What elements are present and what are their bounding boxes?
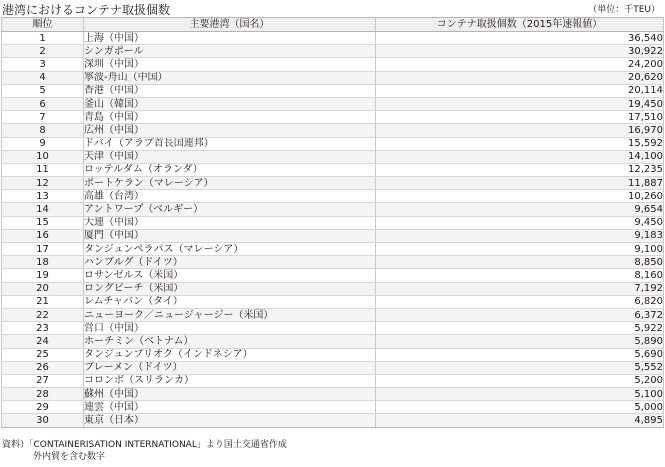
table-row <box>2 414 664 427</box>
table-row <box>2 335 664 348</box>
port-cell: ブレーメン（ドイツ） <box>84 361 376 374</box>
table-row <box>2 308 664 321</box>
rank-cell: 10 <box>2 150 84 163</box>
value-cell: 6,372 <box>376 308 664 321</box>
value-cell: 9,183 <box>376 229 664 242</box>
table-body <box>2 32 664 428</box>
scope-note: 外内貿を含む数字 <box>33 452 106 462</box>
rank-cell: 12 <box>2 177 84 190</box>
port-cell: ニューヨーク／ニュージャージー（米国） <box>84 308 376 321</box>
table-row <box>2 111 664 124</box>
port-cell: ハンブルグ（ドイツ） <box>84 256 376 269</box>
table-row <box>2 361 664 374</box>
notes <box>2 439 287 463</box>
table-row <box>2 269 664 282</box>
rank-cell: 7 <box>2 111 84 124</box>
table-row <box>2 401 664 414</box>
value-cell: 5,690 <box>376 348 664 361</box>
rank-cell: 30 <box>2 414 84 427</box>
table-row <box>2 295 664 308</box>
table-row <box>2 229 664 242</box>
rank-cell: 23 <box>2 322 84 335</box>
port-cell: 東京（日本） <box>84 414 376 427</box>
rank-cell: 3 <box>2 58 84 71</box>
port-cell: 寧波-舟山（中国） <box>84 71 376 84</box>
port-cell: レムチャバン（タイ） <box>84 295 376 308</box>
port-cell: ドバイ（アラブ首長国連邦） <box>84 137 376 150</box>
value-cell: 20,620 <box>376 71 664 84</box>
port-cell: ポートケラン（マレーシア） <box>84 177 376 190</box>
value-cell: 14,100 <box>376 150 664 163</box>
port-cell: ホーチミン（ベトナム） <box>84 335 376 348</box>
value-cell: 8,850 <box>376 256 664 269</box>
port-cell: 釜山（韓国） <box>84 97 376 110</box>
table-row <box>2 256 664 269</box>
port-cell: 青島（中国） <box>84 111 376 124</box>
value-cell: 7,192 <box>376 282 664 295</box>
value-cell: 8,160 <box>376 269 664 282</box>
value-cell: 6,820 <box>376 295 664 308</box>
table-row <box>2 190 664 203</box>
table-row <box>2 203 664 216</box>
port-cell: 厦門（中国） <box>84 229 376 242</box>
table-row <box>2 137 664 150</box>
rank-cell: 15 <box>2 216 84 229</box>
table-row <box>2 374 664 387</box>
table-row <box>2 388 664 401</box>
value-cell: 5,100 <box>376 388 664 401</box>
port-cell: 大連（中国） <box>84 216 376 229</box>
rank-cell: 2 <box>2 45 84 58</box>
table-row <box>2 177 664 190</box>
table-row <box>2 32 664 45</box>
port-cell: 広州（中国） <box>84 124 376 137</box>
rank-cell: 18 <box>2 256 84 269</box>
rank-cell: 17 <box>2 243 84 256</box>
table-row <box>2 322 664 335</box>
value-cell: 5,000 <box>376 401 664 414</box>
value-cell: 12,235 <box>376 163 664 176</box>
container-port-table <box>1 17 664 428</box>
port-cell: ロサンゼルス（米国） <box>84 269 376 282</box>
value-cell: 20,114 <box>376 84 664 97</box>
table-row <box>2 97 664 110</box>
header-port: 主要港湾（国名） <box>84 18 376 32</box>
table-row <box>2 58 664 71</box>
value-cell: 9,100 <box>376 243 664 256</box>
rank-cell: 16 <box>2 229 84 242</box>
rank-cell: 11 <box>2 163 84 176</box>
rank-cell: 25 <box>2 348 84 361</box>
value-cell: 24,200 <box>376 58 664 71</box>
rank-cell: 1 <box>2 32 84 45</box>
value-cell: 30,922 <box>376 45 664 58</box>
table-row <box>2 348 664 361</box>
port-cell: 営口（中国） <box>84 322 376 335</box>
source-note: 資料）「CONTAINERISATION INTERNATIONAL」より国土交通省作成 <box>2 440 287 450</box>
table-row <box>2 163 664 176</box>
table-row <box>2 243 664 256</box>
rank-cell: 14 <box>2 203 84 216</box>
rank-cell: 21 <box>2 295 84 308</box>
header-row <box>2 18 664 32</box>
rank-cell: 5 <box>2 84 84 97</box>
value-cell: 19,450 <box>376 97 664 110</box>
port-cell: タンジュンプリオク（インドネシア） <box>84 348 376 361</box>
port-cell: 深圳（中国） <box>84 58 376 71</box>
value-cell: 9,450 <box>376 216 664 229</box>
rank-cell: 27 <box>2 374 84 387</box>
port-cell: ロングビーチ（米国） <box>84 282 376 295</box>
table-row <box>2 216 664 229</box>
table-row <box>2 45 664 58</box>
rank-cell: 8 <box>2 124 84 137</box>
table-row <box>2 71 664 84</box>
table-row <box>2 282 664 295</box>
port-cell: 香港（中国） <box>84 84 376 97</box>
header-value: コンテナ取扱個数（2015年速報値） <box>376 18 664 32</box>
table-row <box>2 124 664 137</box>
rank-cell: 6 <box>2 97 84 110</box>
rank-cell: 28 <box>2 388 84 401</box>
port-cell: タンジュンペラパス（マレーシア） <box>84 243 376 256</box>
value-cell: 17,510 <box>376 111 664 124</box>
value-cell: 11,887 <box>376 177 664 190</box>
value-cell: 9,654 <box>376 203 664 216</box>
rank-cell: 29 <box>2 401 84 414</box>
rank-cell: 24 <box>2 335 84 348</box>
port-cell: アントワープ（ベルギー） <box>84 203 376 216</box>
port-cell: 連雲（中国） <box>84 401 376 414</box>
rank-cell: 26 <box>2 361 84 374</box>
port-cell: シンガポール <box>84 45 376 58</box>
title-row <box>2 3 662 17</box>
unit-label: （単位：千TEU） <box>588 5 660 15</box>
value-cell: 5,890 <box>376 335 664 348</box>
rank-cell: 13 <box>2 190 84 203</box>
table-row <box>2 84 664 97</box>
value-cell: 5,922 <box>376 322 664 335</box>
port-cell: コロンボ（スリランカ） <box>84 374 376 387</box>
value-cell: 16,970 <box>376 124 664 137</box>
port-cell: 天津（中国） <box>84 150 376 163</box>
value-cell: 36,540 <box>376 32 664 45</box>
port-cell: 蘇州（中国） <box>84 388 376 401</box>
port-cell: ロッテルダム（オランダ） <box>84 163 376 176</box>
header-rank: 順位 <box>2 18 84 32</box>
rank-cell: 4 <box>2 71 84 84</box>
table-title: 港湾におけるコンテナ取扱個数 <box>2 3 171 17</box>
value-cell: 15,592 <box>376 137 664 150</box>
port-cell: 高雄（台湾） <box>84 190 376 203</box>
rank-cell: 9 <box>2 137 84 150</box>
rank-cell: 19 <box>2 269 84 282</box>
rank-cell: 22 <box>2 308 84 321</box>
value-cell: 5,552 <box>376 361 664 374</box>
value-cell: 5,200 <box>376 374 664 387</box>
value-cell: 10,260 <box>376 190 664 203</box>
table-row <box>2 150 664 163</box>
port-cell: 上海（中国） <box>84 32 376 45</box>
value-cell: 4,895 <box>376 414 664 427</box>
rank-cell: 20 <box>2 282 84 295</box>
